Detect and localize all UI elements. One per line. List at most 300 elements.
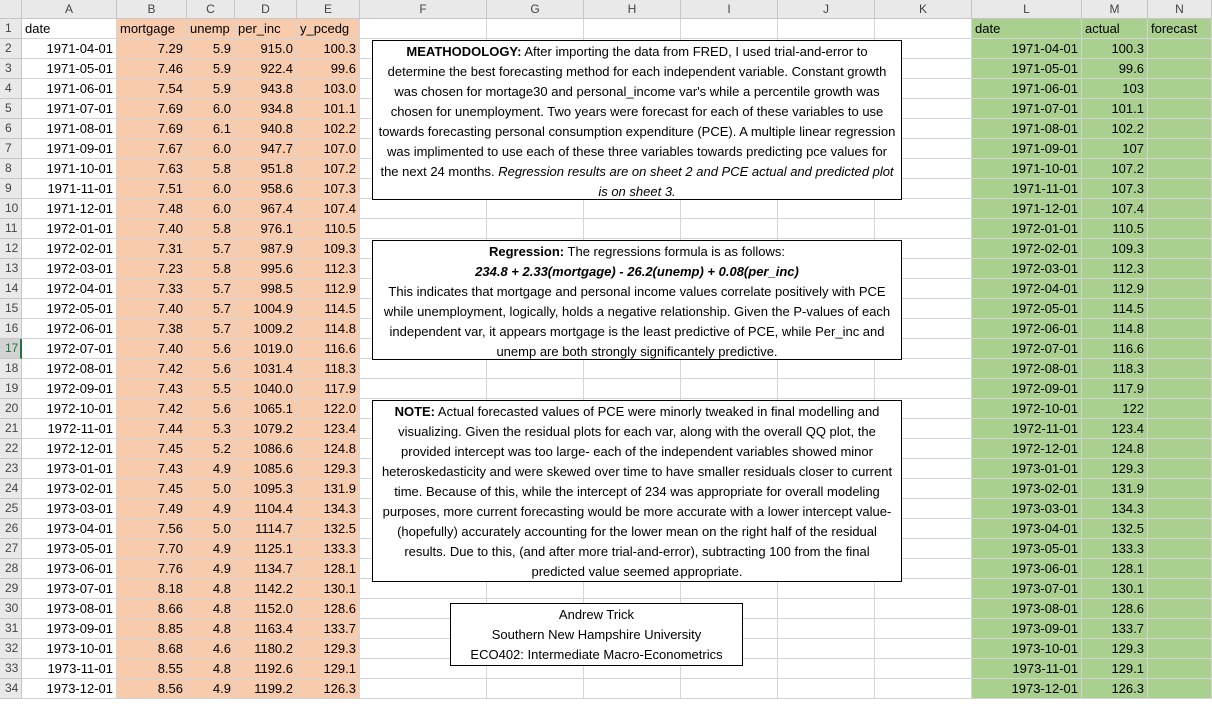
pce-cell[interactable]: 116.6 [297,339,360,359]
unemp-cell[interactable]: 6.1 [187,119,235,139]
per-inc-cell[interactable]: 1192.6 [235,659,297,679]
actual-cell[interactable]: 114.5 [1082,299,1148,319]
row-header[interactable]: 26 [0,519,22,539]
date-cell[interactable]: 1973-10-01 [22,639,117,659]
actual-cell[interactable]: 117.9 [1082,379,1148,399]
date-cell[interactable]: 1973-09-01 [22,619,117,639]
header-cell-mortgage[interactable]: mortgage [117,19,187,39]
right-date-cell[interactable]: 1973-12-01 [972,679,1082,699]
unemp-cell[interactable]: 6.0 [187,199,235,219]
row-header[interactable]: 16 [0,319,22,339]
actual-cell[interactable]: 129.1 [1082,659,1148,679]
mortgage-cell[interactable]: 8.18 [117,579,187,599]
pce-cell[interactable]: 118.3 [297,359,360,379]
row-header[interactable]: 20 [0,399,22,419]
empty-cell[interactable] [487,679,584,699]
empty-cell[interactable] [681,19,778,39]
actual-cell[interactable]: 118.3 [1082,359,1148,379]
forecast-cell[interactable] [1148,179,1212,199]
unemp-cell[interactable]: 4.9 [187,499,235,519]
unemp-cell[interactable]: 4.9 [187,539,235,559]
row-header[interactable]: 5 [0,99,22,119]
select-all-corner[interactable] [0,0,22,19]
actual-cell[interactable]: 129.3 [1082,459,1148,479]
date-cell[interactable]: 1972-10-01 [22,399,117,419]
per-inc-cell[interactable]: 1125.1 [235,539,297,559]
empty-cell[interactable] [360,219,487,239]
mortgage-cell[interactable]: 7.45 [117,479,187,499]
date-cell[interactable]: 1972-03-01 [22,259,117,279]
empty-cell[interactable] [487,219,584,239]
row-header[interactable]: 22 [0,439,22,459]
empty-cell[interactable] [875,579,972,599]
right-date-cell[interactable]: 1972-09-01 [972,379,1082,399]
actual-cell[interactable]: 110.5 [1082,219,1148,239]
mortgage-cell[interactable]: 8.68 [117,639,187,659]
unemp-cell[interactable]: 4.6 [187,639,235,659]
date-cell[interactable]: 1972-07-01 [22,339,117,359]
empty-cell[interactable] [778,379,875,399]
date-cell[interactable]: 1971-07-01 [22,99,117,119]
row-header[interactable]: 29 [0,579,22,599]
empty-cell[interactable] [875,679,972,699]
row-header[interactable]: 1 [0,19,22,39]
column-header-j[interactable]: J [778,0,875,19]
date-cell[interactable]: 1972-09-01 [22,379,117,399]
right-date-cell[interactable]: 1972-11-01 [972,419,1082,439]
empty-cell[interactable] [778,619,875,639]
row-header[interactable]: 6 [0,119,22,139]
actual-cell[interactable]: 126.3 [1082,679,1148,699]
actual-cell[interactable]: 102.2 [1082,119,1148,139]
pce-cell[interactable]: 102.2 [297,119,360,139]
empty-cell[interactable] [875,359,972,379]
empty-cell[interactable] [778,219,875,239]
date-cell[interactable]: 1972-08-01 [22,359,117,379]
unemp-cell[interactable]: 5.7 [187,239,235,259]
per-inc-cell[interactable]: 958.6 [235,179,297,199]
per-inc-cell[interactable]: 1004.9 [235,299,297,319]
forecast-cell[interactable] [1148,279,1212,299]
pce-cell[interactable]: 107.0 [297,139,360,159]
note-textbox[interactable] [372,400,902,582]
actual-cell[interactable]: 128.1 [1082,559,1148,579]
right-date-cell[interactable]: 1973-07-01 [972,579,1082,599]
per-inc-cell[interactable]: 915.0 [235,39,297,59]
forecast-cell[interactable] [1148,439,1212,459]
mortgage-cell[interactable]: 8.66 [117,599,187,619]
forecast-cell[interactable] [1148,659,1212,679]
empty-cell[interactable] [360,199,487,219]
right-date-cell[interactable]: 1972-10-01 [972,399,1082,419]
forecast-cell[interactable] [1148,159,1212,179]
mortgage-cell[interactable]: 7.31 [117,239,187,259]
empty-cell[interactable] [360,379,487,399]
mortgage-cell[interactable]: 7.76 [117,559,187,579]
empty-cell[interactable] [681,679,778,699]
forecast-cell[interactable] [1148,419,1212,439]
forecast-cell[interactable] [1148,479,1212,499]
actual-cell[interactable]: 107.4 [1082,199,1148,219]
forecast-cell[interactable] [1148,39,1212,59]
pce-cell[interactable]: 99.6 [297,59,360,79]
per-inc-cell[interactable]: 1180.2 [235,639,297,659]
empty-cell[interactable] [681,359,778,379]
row-header[interactable]: 30 [0,599,22,619]
per-inc-cell[interactable]: 1086.6 [235,439,297,459]
mortgage-cell[interactable]: 8.56 [117,679,187,699]
per-inc-cell[interactable]: 1065.1 [235,399,297,419]
date-cell[interactable]: 1972-12-01 [22,439,117,459]
right-date-cell[interactable]: 1973-04-01 [972,519,1082,539]
empty-cell[interactable] [875,379,972,399]
pce-cell[interactable]: 117.9 [297,379,360,399]
mortgage-cell[interactable]: 7.67 [117,139,187,159]
row-header[interactable]: 13 [0,259,22,279]
header-cell-right-forecast[interactable]: forecast [1148,19,1212,39]
mortgage-cell[interactable]: 7.69 [117,99,187,119]
pce-cell[interactable]: 109.3 [297,239,360,259]
empty-cell[interactable] [875,659,972,679]
pce-cell[interactable]: 101.1 [297,99,360,119]
forecast-cell[interactable] [1148,199,1212,219]
header-cell-per-inc[interactable]: per_inc [235,19,297,39]
mortgage-cell[interactable]: 7.63 [117,159,187,179]
empty-cell[interactable] [681,579,778,599]
empty-cell[interactable] [778,639,875,659]
per-inc-cell[interactable]: 1019.0 [235,339,297,359]
unemp-cell[interactable]: 4.8 [187,599,235,619]
forecast-cell[interactable] [1148,259,1212,279]
date-cell[interactable]: 1972-06-01 [22,319,117,339]
right-date-cell[interactable]: 1971-07-01 [972,99,1082,119]
per-inc-cell[interactable]: 943.8 [235,79,297,99]
right-date-cell[interactable]: 1973-01-01 [972,459,1082,479]
mortgage-cell[interactable]: 7.29 [117,39,187,59]
date-cell[interactable]: 1971-12-01 [22,199,117,219]
pce-cell[interactable]: 129.3 [297,639,360,659]
row-header[interactable]: 12 [0,239,22,259]
empty-cell[interactable] [681,199,778,219]
unemp-cell[interactable]: 5.9 [187,59,235,79]
row-header[interactable]: 9 [0,179,22,199]
forecast-cell[interactable] [1148,679,1212,699]
actual-cell[interactable]: 133.7 [1082,619,1148,639]
right-date-cell[interactable]: 1971-09-01 [972,139,1082,159]
forecast-cell[interactable] [1148,59,1212,79]
mortgage-cell[interactable]: 7.42 [117,399,187,419]
pce-cell[interactable]: 124.8 [297,439,360,459]
mortgage-cell[interactable]: 7.40 [117,219,187,239]
right-date-cell[interactable]: 1972-07-01 [972,339,1082,359]
unemp-cell[interactable]: 5.8 [187,219,235,239]
row-header[interactable]: 14 [0,279,22,299]
per-inc-cell[interactable]: 1040.0 [235,379,297,399]
row-header[interactable]: 2 [0,39,22,59]
pce-cell[interactable]: 131.9 [297,479,360,499]
actual-cell[interactable]: 99.6 [1082,59,1148,79]
mortgage-cell[interactable]: 7.56 [117,519,187,539]
row-header[interactable]: 32 [0,639,22,659]
column-header-l[interactable]: L [972,0,1082,19]
date-cell[interactable]: 1971-04-01 [22,39,117,59]
per-inc-cell[interactable]: 940.8 [235,119,297,139]
right-date-cell[interactable]: 1972-08-01 [972,359,1082,379]
actual-cell[interactable]: 123.4 [1082,419,1148,439]
right-date-cell[interactable]: 1973-11-01 [972,659,1082,679]
date-cell[interactable]: 1973-07-01 [22,579,117,599]
per-inc-cell[interactable]: 998.5 [235,279,297,299]
forecast-cell[interactable] [1148,379,1212,399]
per-inc-cell[interactable]: 1009.2 [235,319,297,339]
right-date-cell[interactable]: 1973-09-01 [972,619,1082,639]
empty-cell[interactable] [778,599,875,619]
mortgage-cell[interactable]: 7.38 [117,319,187,339]
date-cell[interactable]: 1973-02-01 [22,479,117,499]
actual-cell[interactable]: 112.3 [1082,259,1148,279]
empty-cell[interactable] [875,199,972,219]
right-date-cell[interactable]: 1971-11-01 [972,179,1082,199]
mortgage-cell[interactable]: 7.54 [117,79,187,99]
unemp-cell[interactable]: 4.8 [187,619,235,639]
empty-cell[interactable] [778,19,875,39]
regression-textbox[interactable] [372,240,902,360]
column-header-i[interactable]: I [681,0,778,19]
forecast-cell[interactable] [1148,359,1212,379]
column-header-d[interactable]: D [235,0,297,19]
row-header[interactable]: 8 [0,159,22,179]
mortgage-cell[interactable]: 8.85 [117,619,187,639]
row-header[interactable]: 25 [0,499,22,519]
mortgage-cell[interactable]: 7.33 [117,279,187,299]
date-cell[interactable]: 1973-04-01 [22,519,117,539]
date-cell[interactable]: 1973-06-01 [22,559,117,579]
pce-cell[interactable]: 128.6 [297,599,360,619]
right-date-cell[interactable]: 1972-05-01 [972,299,1082,319]
unemp-cell[interactable]: 5.6 [187,359,235,379]
right-date-cell[interactable]: 1971-06-01 [972,79,1082,99]
header-cell-right-date[interactable]: date [972,19,1082,39]
empty-cell[interactable] [487,19,584,39]
empty-cell[interactable] [875,219,972,239]
empty-cell[interactable] [778,579,875,599]
empty-cell[interactable] [584,199,681,219]
right-date-cell[interactable]: 1971-12-01 [972,199,1082,219]
unemp-cell[interactable]: 4.9 [187,559,235,579]
actual-cell[interactable]: 124.8 [1082,439,1148,459]
right-date-cell[interactable]: 1971-08-01 [972,119,1082,139]
right-date-cell[interactable]: 1971-10-01 [972,159,1082,179]
date-cell[interactable]: 1971-11-01 [22,179,117,199]
per-inc-cell[interactable]: 976.1 [235,219,297,239]
unemp-cell[interactable]: 5.7 [187,279,235,299]
unemp-cell[interactable]: 6.0 [187,139,235,159]
actual-cell[interactable]: 101.1 [1082,99,1148,119]
row-header[interactable]: 17 [0,339,22,359]
empty-cell[interactable] [584,359,681,379]
unemp-cell[interactable]: 5.7 [187,319,235,339]
header-cell-unemp[interactable]: unemp [187,19,235,39]
date-cell[interactable]: 1973-08-01 [22,599,117,619]
actual-cell[interactable]: 107 [1082,139,1148,159]
date-cell[interactable]: 1972-02-01 [22,239,117,259]
date-cell[interactable]: 1971-08-01 [22,119,117,139]
per-inc-cell[interactable]: 1134.7 [235,559,297,579]
date-cell[interactable]: 1972-11-01 [22,419,117,439]
date-cell[interactable]: 1973-03-01 [22,499,117,519]
pce-cell[interactable]: 110.5 [297,219,360,239]
right-date-cell[interactable]: 1973-03-01 [972,499,1082,519]
forecast-cell[interactable] [1148,119,1212,139]
actual-cell[interactable]: 134.3 [1082,499,1148,519]
per-inc-cell[interactable]: 1163.4 [235,619,297,639]
actual-cell[interactable]: 133.3 [1082,539,1148,559]
empty-cell[interactable] [360,19,487,39]
empty-cell[interactable] [584,579,681,599]
date-cell[interactable]: 1971-06-01 [22,79,117,99]
row-header[interactable]: 7 [0,139,22,159]
empty-cell[interactable] [360,359,487,379]
pce-cell[interactable]: 107.4 [297,199,360,219]
column-header-n[interactable]: N [1148,0,1212,19]
right-date-cell[interactable]: 1972-01-01 [972,219,1082,239]
per-inc-cell[interactable]: 1114.7 [235,519,297,539]
date-cell[interactable]: 1972-05-01 [22,299,117,319]
unemp-cell[interactable]: 5.8 [187,259,235,279]
empty-cell[interactable] [875,639,972,659]
forecast-cell[interactable] [1148,519,1212,539]
unemp-cell[interactable]: 4.9 [187,459,235,479]
empty-cell[interactable] [584,679,681,699]
row-header[interactable]: 15 [0,299,22,319]
actual-cell[interactable]: 131.9 [1082,479,1148,499]
unemp-cell[interactable]: 5.7 [187,299,235,319]
empty-cell[interactable] [360,679,487,699]
forecast-cell[interactable] [1148,79,1212,99]
pce-cell[interactable]: 134.3 [297,499,360,519]
actual-cell[interactable]: 109.3 [1082,239,1148,259]
empty-cell[interactable] [778,199,875,219]
mortgage-cell[interactable]: 7.43 [117,459,187,479]
date-cell[interactable]: 1973-11-01 [22,659,117,679]
unemp-cell[interactable]: 5.5 [187,379,235,399]
pce-cell[interactable]: 114.8 [297,319,360,339]
unemp-cell[interactable]: 5.9 [187,39,235,59]
per-inc-cell[interactable]: 934.8 [235,99,297,119]
pce-cell[interactable]: 128.1 [297,559,360,579]
right-date-cell[interactable]: 1973-10-01 [972,639,1082,659]
right-date-cell[interactable]: 1972-02-01 [972,239,1082,259]
actual-cell[interactable]: 132.5 [1082,519,1148,539]
empty-cell[interactable] [487,379,584,399]
right-date-cell[interactable]: 1972-03-01 [972,259,1082,279]
column-header-g[interactable]: G [487,0,584,19]
actual-cell[interactable]: 129.3 [1082,639,1148,659]
pce-cell[interactable]: 129.1 [297,659,360,679]
row-header[interactable]: 21 [0,419,22,439]
per-inc-cell[interactable]: 987.9 [235,239,297,259]
forecast-cell[interactable] [1148,239,1212,259]
empty-cell[interactable] [681,219,778,239]
row-header[interactable]: 28 [0,559,22,579]
mortgage-cell[interactable]: 7.45 [117,439,187,459]
unemp-cell[interactable]: 6.0 [187,99,235,119]
row-header[interactable]: 18 [0,359,22,379]
header-cell-date[interactable]: date [22,19,117,39]
methodology-textbox[interactable] [372,40,902,200]
forecast-cell[interactable] [1148,99,1212,119]
row-header[interactable]: 34 [0,679,22,699]
row-header[interactable]: 4 [0,79,22,99]
mortgage-cell[interactable]: 7.43 [117,379,187,399]
pce-cell[interactable]: 130.1 [297,579,360,599]
pce-cell[interactable]: 133.7 [297,619,360,639]
per-inc-cell[interactable]: 1031.4 [235,359,297,379]
unemp-cell[interactable]: 5.6 [187,399,235,419]
pce-cell[interactable]: 114.5 [297,299,360,319]
pce-cell[interactable]: 112.9 [297,279,360,299]
empty-cell[interactable] [778,679,875,699]
header-cell-y-pcedg[interactable]: y_pcedg [297,19,360,39]
actual-cell[interactable]: 107.3 [1082,179,1148,199]
forecast-cell[interactable] [1148,219,1212,239]
forecast-cell[interactable] [1148,139,1212,159]
mortgage-cell[interactable]: 7.44 [117,419,187,439]
forecast-cell[interactable] [1148,619,1212,639]
column-header-b[interactable]: B [117,0,187,19]
actual-cell[interactable]: 100.3 [1082,39,1148,59]
forecast-cell[interactable] [1148,339,1212,359]
mortgage-cell[interactable]: 7.23 [117,259,187,279]
pce-cell[interactable]: 103.0 [297,79,360,99]
forecast-cell[interactable] [1148,579,1212,599]
column-header-a[interactable]: A [22,0,117,19]
date-cell[interactable]: 1971-05-01 [22,59,117,79]
unemp-cell[interactable]: 5.9 [187,79,235,99]
pce-cell[interactable]: 100.3 [297,39,360,59]
actual-cell[interactable]: 114.8 [1082,319,1148,339]
column-header-c[interactable]: C [187,0,235,19]
date-cell[interactable]: 1973-12-01 [22,679,117,699]
unemp-cell[interactable]: 5.8 [187,159,235,179]
per-inc-cell[interactable]: 995.6 [235,259,297,279]
row-header[interactable]: 31 [0,619,22,639]
actual-cell[interactable]: 103 [1082,79,1148,99]
forecast-cell[interactable] [1148,499,1212,519]
pce-cell[interactable]: 122.0 [297,399,360,419]
right-date-cell[interactable]: 1972-12-01 [972,439,1082,459]
mortgage-cell[interactable]: 7.46 [117,59,187,79]
actual-cell[interactable]: 130.1 [1082,579,1148,599]
per-inc-cell[interactable]: 1085.6 [235,459,297,479]
per-inc-cell[interactable]: 1199.2 [235,679,297,699]
empty-cell[interactable] [487,579,584,599]
mortgage-cell[interactable]: 7.49 [117,499,187,519]
pce-cell[interactable]: 133.3 [297,539,360,559]
right-date-cell[interactable]: 1973-08-01 [972,599,1082,619]
row-header[interactable]: 24 [0,479,22,499]
per-inc-cell[interactable]: 967.4 [235,199,297,219]
actual-cell[interactable]: 122 [1082,399,1148,419]
forecast-cell[interactable] [1148,319,1212,339]
forecast-cell[interactable] [1148,539,1212,559]
empty-cell[interactable] [360,579,487,599]
unemp-cell[interactable]: 6.0 [187,179,235,199]
empty-cell[interactable] [584,19,681,39]
right-date-cell[interactable]: 1973-02-01 [972,479,1082,499]
mortgage-cell[interactable]: 7.40 [117,339,187,359]
unemp-cell[interactable]: 5.6 [187,339,235,359]
